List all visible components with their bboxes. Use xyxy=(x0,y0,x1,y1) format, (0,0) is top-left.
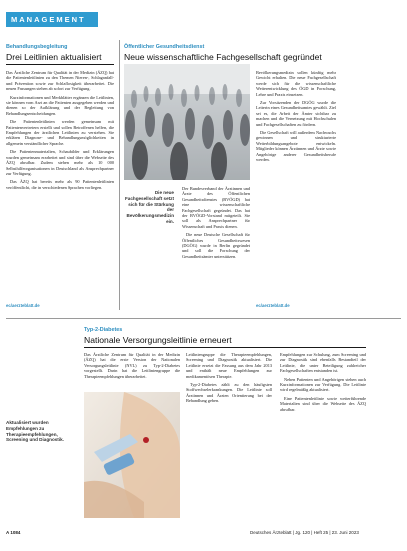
right-article-caption: Die neue Fachgesellschaft setzt sich für die Stärkung der Bevölkerungsmedizin ein. xyxy=(124,190,174,224)
right-col2-paragraph: Die Gesellschaft will außerdem Nachwuchs gewinnen und strukturierte Weiterbildungsangebote entwickeln. Mitglieder können Ärztinnen und Ärzte sowie Angehörige anderer Gesundheitsberufe werden. xyxy=(256,130,336,163)
left-paragraph: Die Patientenleitlinien werden gemeinsam mit Patientenvertretern erstellt und sollen Betroffenen helfen, die Empfehlungen der ärztlichen Leitlinien zu verstehen. Sie erklären Diagnose- und Behandlungsmöglichkeiten in allgemein verständlicher Sprache. xyxy=(6,119,114,146)
left-paragraph: Die Patientenmaterialien, Schaubilder und Erklärungen wurden gemeinsam erarbeitet und sind über die Webseite des ÄZQ abrufbar. Zudem stehen mehr als 10 000 Selbsthilfeorganisationen in Deutschland als Ansprechpartner zur Verfügung. xyxy=(6,149,114,176)
left-paragraph: Kurzinformationen und Merkblätter ergänzen die Leitlinien, sie können vom Arzt an die Patienten ausgegeben werden und dienen so der Aufklärung und der Begleitung von Behandlungsentscheidungen. xyxy=(6,94,114,116)
right-col2-paragraph: Bevölkerungsmedizin sollen künftig mehr Gewicht erhalten. Die neue Fachgesellschaft werde sich für die wissenschaftliche Weiterentwicklung des ÖGD in Forschung, Lehre und Praxis einsetzen. xyxy=(256,70,336,97)
left-article-kicker: Behandlungsbegleitung xyxy=(6,44,68,50)
section-divider xyxy=(6,318,401,319)
diabetes-test-image xyxy=(84,392,180,518)
column-divider xyxy=(119,40,120,310)
section-banner: MANAGEMENT xyxy=(6,12,98,27)
right-col1-paragraph: Die neue Deutsche Gesellschaft für Öffentliches Gesundheitswesen (DGÖG) wurde in Berlin gegründet und soll die Forschung der Gesundheitsämter unterstützen. xyxy=(182,232,250,259)
crowd-photo xyxy=(124,64,250,180)
bottom-col1-paragraph: Das Ärztliche Zentrum für Qualität in der Medizin (ÄZQ) hat die erste Version der Nationalen Versorgungsleitlinie (NVL) zu Typ-2-Diabetes vorgestellt. Darin hat die Leitliniengruppe die Therapieempfehlungen überarbeitet. xyxy=(84,352,180,379)
left-article-author[interactable]: ec/aerzteblatt.de xyxy=(6,303,40,308)
journal-citation: Deutsches Ärzteblatt | Jg. 120 | Heft 25 | 23. Juni 2023 xyxy=(250,530,359,535)
bottom-col3-paragraph: Empfehlungen zur Schulung, zum Screening und zur Diagnostik sind ebenfalls Bestandteil der Leitlinie, die unter Beteiligung zahlreicher Fachgesellschaften entstanden ist. xyxy=(280,352,366,374)
right-article-kicker: Öffentlicher Gesundheitsdienst xyxy=(124,44,205,50)
page-number xyxy=(6,530,20,535)
left-article-headline[interactable]: Drei Leitlinien aktualisiert xyxy=(6,52,102,62)
left-article-rule xyxy=(6,64,114,65)
bottom-article-col3 xyxy=(280,352,366,522)
bottom-article-col1 xyxy=(84,352,180,388)
bottom-article-col2 xyxy=(186,352,272,522)
right-article-headline[interactable]: Neue wissenschaftliche Fachgesellschaft gegründet xyxy=(124,52,322,62)
crowd-image xyxy=(124,64,250,180)
right-article-author[interactable]: ec/aerzteblatt.de xyxy=(256,303,290,308)
page-number-text: A 1084 xyxy=(6,530,21,535)
bottom-article-caption: Aktualisiert wurden Empfehlungen zu Therapieempfehlungen, Screening und Diagnostik. xyxy=(6,420,64,443)
bottom-col3-paragraph: Neben Patienten und Angehörigen stehen auch Kurzinformationen zur Verfügung. Die Leitlinie wird regelmäßig aktualisiert. xyxy=(280,376,366,393)
bottom-col3-paragraph: Eine Patientenleitlinie sowie weiterführende Materialien sind über die Webseite des ÄZQ abrufbar. xyxy=(280,395,366,412)
bottom-article-headline[interactable]: Nationale Versorgungsleitlinie erneuert xyxy=(84,335,232,345)
left-paragraph: Das ÄZQ hat bereits mehr als 90 Patientenleitlinien veröffentlicht, die in verschiedenen Sprachen vorliegen. xyxy=(6,179,114,190)
bottom-col2-paragraph: Leitliniengruppe die Therapieempfehlungen, Screening und Diagnostik aktualisiert. Die Leitlinie ersetzt die Fassung aus dem Jahr 2013 und enthält neue Empfehlungen zur medikamentösen Therapie. xyxy=(186,352,272,379)
right-article-col2 xyxy=(256,70,336,300)
left-paragraph: Das Ärztliche Zentrum für Qualität in der Medizin (ÄZQ) hat die Patientenleitlinien zu den Themen Nieren-, Schlaganfall- und Prävention sowie zur Schlaflosigkeit überarbeitet. Die neuen Fassungen stehen ab sofort zur Verfügung. xyxy=(6,70,114,92)
bottom-article-kicker: Typ-2-Diabetes xyxy=(84,327,123,333)
right-article-col1 xyxy=(182,186,250,304)
right-col1-paragraph: Der Bundesverband der Ärztinnen und Ärzte des Öffentlichen Gesundheitsdienstes (BVÖGD) hat eine wissenschaftliche Fachgesellschaft gegründet. Das hat der BVÖGD-Vorstand mitgeteilt. Sie soll als Ansprechpartner für Wissenschaft und Praxis dienen. xyxy=(182,186,250,229)
diabetes-test-photo xyxy=(84,392,180,518)
left-article-body xyxy=(6,70,114,298)
bottom-article-rule xyxy=(84,347,366,348)
right-col2-paragraph: Zur Vorsitzenden der DGÖG wurde die Leiterin eines Gesundheitsamtes gewählt. Ziel sei es, die Arbeit der Ämter sichtbar zu machen und die Vernetzung mit Hochschulen und Fachgesellschaften zu fördern. xyxy=(256,100,336,127)
bottom-col2-paragraph: Typ-2-Diabetes zählt zu den häufigsten Stoffwechselerkrankungen. Die Leitlinie soll Ärztinnen und Ärzten Orientierung bei der Behandlung geben. xyxy=(186,382,272,404)
